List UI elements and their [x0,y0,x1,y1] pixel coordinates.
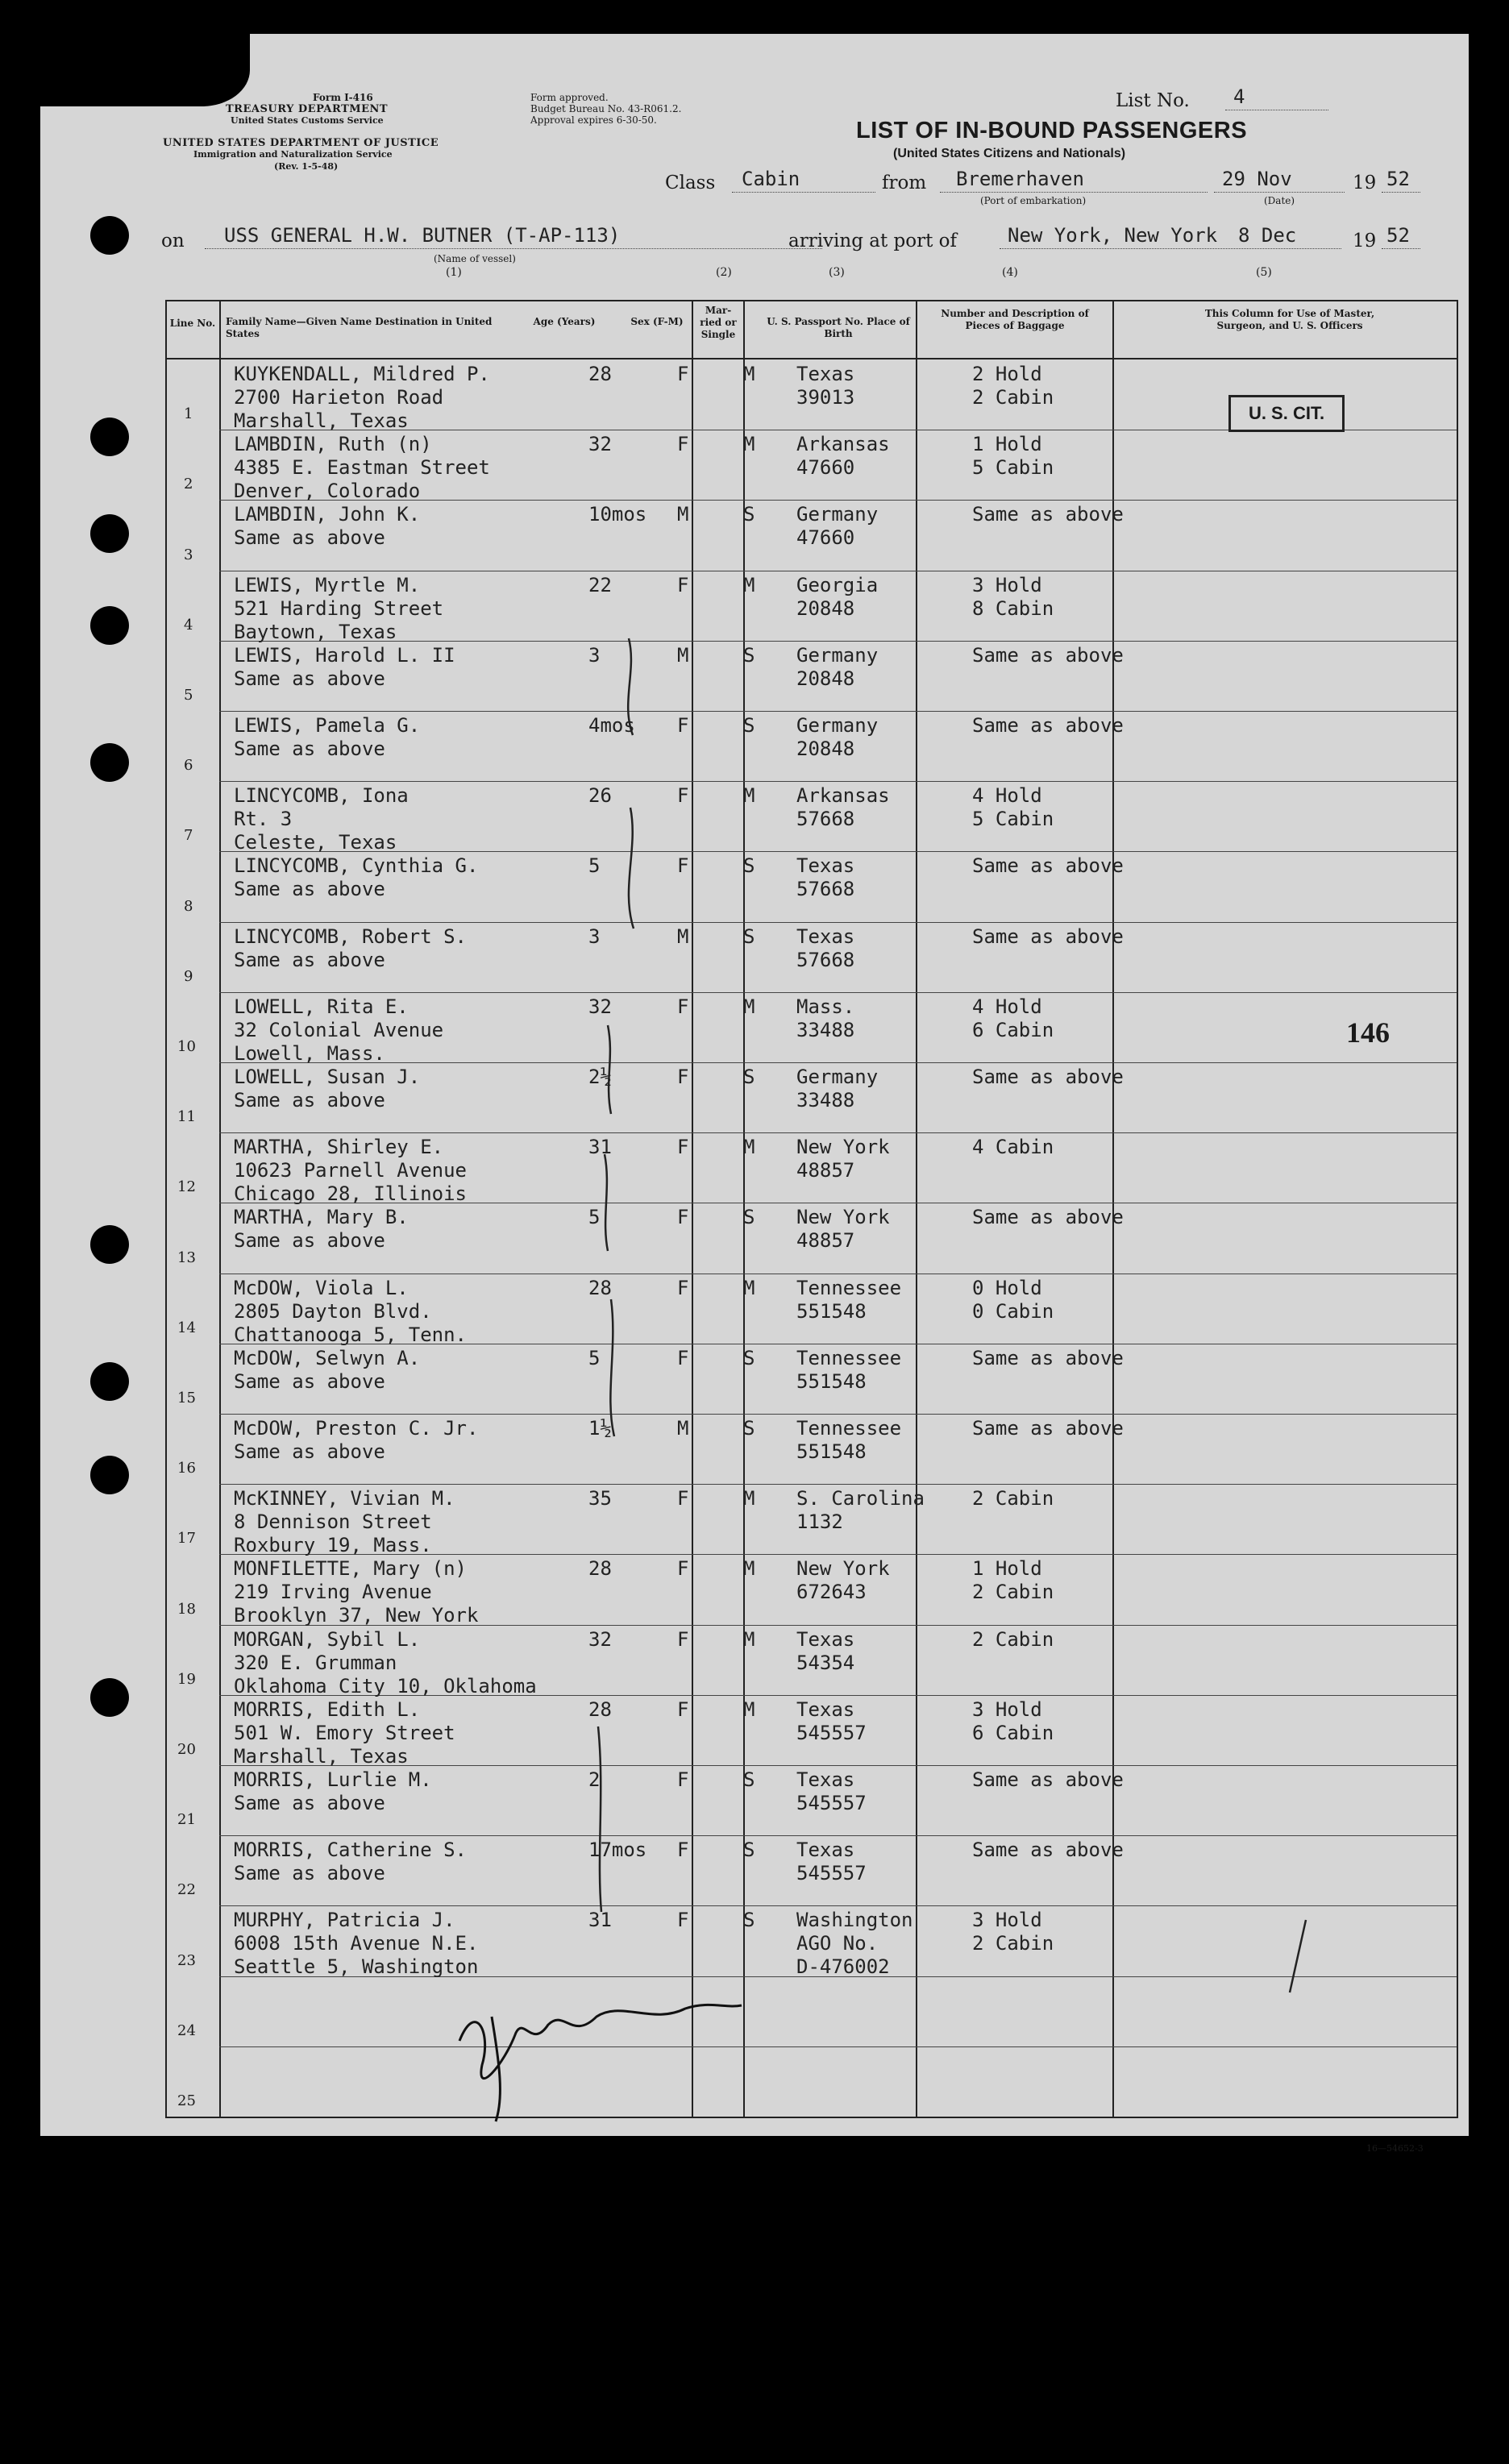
class-label: Class [665,172,716,193]
age-bracket-mark [598,1726,601,1912]
baggage-description: 2 Cabin [972,1487,1054,1510]
passenger-age: 22 [588,573,612,596]
form-number: Form I-416 [313,92,373,103]
baggage-description: Same as above [972,1206,1124,1229]
passenger-age: 28 [588,1697,612,1721]
vessel-caption: (Name of vessel) [434,253,516,264]
line-number: 21 [177,1811,196,1829]
date-caption: (Date) [1264,195,1295,206]
place-of-birth: Tennessee [796,1276,902,1299]
passenger-sex: M [677,643,689,667]
passenger-address: Seattle 5, Washington [234,1955,479,1979]
passenger-address: Same as above [234,1089,385,1112]
passport-number: 33488 [796,1018,855,1041]
header-age: Age (Years) [533,316,596,327]
header-line-no: Line No. [169,318,216,329]
passenger-address: Same as above [234,948,385,971]
passenger-age: 5 [588,1206,601,1229]
place-of-birth: Germany [796,643,879,667]
passenger-name: MONFILETTE, Mary (n) [234,1557,467,1581]
marital-status: S [743,1417,755,1440]
passenger-address: 10623 Parnell Avenue [234,1159,467,1182]
marital-status: S [743,1768,755,1791]
passport-number: 48857 [796,1159,855,1182]
passenger-name: LEWIS, Harold L. II [234,643,455,667]
passenger-age: 5 [588,1346,601,1369]
line-number: 11 [177,1108,196,1126]
list-no-value: 4 [1233,85,1245,108]
passport-number: 545557 [796,1792,867,1814]
line-number: 12 [177,1178,196,1196]
passenger-address: Lowell, Mass. [234,1041,385,1065]
passenger-sex: F [677,1346,689,1369]
place-of-birth: Washington [796,1909,913,1932]
marital-status: S [743,1066,755,1088]
baggage-description: 2 Cabin [972,1627,1054,1651]
baggage-description: Same as above [972,643,1124,667]
passport-number: 57668 [796,808,855,831]
passenger-name: MARTHA, Mary B. [234,1206,409,1229]
passenger-name: LOWELL, Rita E. [234,995,409,1018]
passenger-name: MORGAN, Sybil L. [234,1627,421,1651]
marital-status: M [743,1627,755,1651]
passport-number: AGO No. [796,1932,879,1955]
marital-status: M [743,1276,755,1299]
passenger-address: Marshall, Texas [234,409,409,432]
passenger-sex: F [677,854,689,878]
baggage-description: 3 Hold [972,1909,1042,1932]
passenger-address: 521 Harding Street [234,596,444,620]
place-of-birth: Germany [796,503,879,526]
vessel-name: USS GENERAL H.W. BUTNER (T-AP-113) [224,224,621,247]
line-number: 9 [184,967,193,985]
revision: (Rev. 1-5-48) [274,161,339,172]
marital-status: M [743,1136,755,1159]
passenger-address: Same as above [234,1792,385,1814]
place-of-birth: Texas [796,925,855,948]
baggage-description: 2 Cabin [972,1581,1054,1604]
form-sheet [40,34,1469,2154]
passenger-name: MORRIS, Edith L. [234,1697,421,1721]
passport-number: 551548 [796,1369,867,1393]
arriving-label: arriving at port of [788,231,957,251]
place-of-birth: Germany [796,714,879,737]
passenger-address: 8 Dennison Street [234,1510,432,1534]
arrival-date: 8 Dec [1238,224,1297,247]
marital-status: M [743,573,755,596]
passenger-age: 32 [588,1627,612,1651]
baggage-description: 2 Cabin [972,1932,1054,1955]
baggage-description: 1 Hold [972,433,1042,456]
marital-status: M [743,363,755,385]
baggage-description: 6 Cabin [972,1018,1054,1041]
passenger-sex: F [677,363,689,385]
baggage-description: 2 Hold [972,363,1042,385]
col-num: (2) [716,266,732,279]
line-number: 2 [184,476,193,493]
line-number: 4 [184,616,193,634]
marital-status: S [743,503,755,526]
baggage-description: 0 Hold [972,1276,1042,1299]
header-name: Family Name—Given Name Destination in United States [226,316,493,339]
class-value: Cabin [742,168,800,190]
passport-number: 20848 [796,738,855,760]
customs-service: United States Customs Service [231,115,384,126]
passenger-name: MURPHY, Patricia J. [234,1909,455,1932]
passenger-sex: F [677,433,689,456]
passenger-age: 32 [588,433,612,456]
passenger-address: Same as above [234,1862,385,1885]
passenger-address: Celeste, Texas [234,831,397,854]
passport-number: 551548 [796,1299,867,1323]
passenger-age: 28 [588,1276,612,1299]
passenger-age: 5 [588,854,601,878]
baggage-description: Same as above [972,1346,1124,1369]
place-of-birth: New York [796,1557,890,1581]
passport-number: 48857 [796,1229,855,1253]
passenger-address: Same as above [234,1440,385,1463]
line-number: 16 [177,1460,196,1477]
passenger-name: McKINNEY, Vivian M. [234,1487,455,1510]
header-passport: U. S. Passport No. Place of Birth [767,316,910,339]
approval-line: Form approved. [530,92,609,103]
passenger-age: 2½ [588,1066,612,1088]
age-bracket-mark [610,1299,614,1436]
marital-status: S [743,1346,755,1369]
place-of-birth: New York [796,1136,890,1159]
passenger-address: Same as above [234,1369,385,1393]
passenger-name: LAMBDIN, Ruth (n) [234,433,432,456]
form-title: LIST OF IN-BOUND PASSENGERS [856,118,1248,143]
passenger-age: 28 [588,363,612,385]
passenger-address: 2700 Harieton Road [234,386,444,409]
passport-number: 57668 [796,948,855,971]
passenger-address: 320 E. Grumman [234,1651,397,1674]
passenger-sex: F [677,1557,689,1581]
passenger-name: LAMBDIN, John K. [234,503,421,526]
ins-service: Immigration and Naturalization Service [193,149,393,160]
passenger-sex: F [677,1627,689,1651]
place-of-birth: Texas [796,1697,855,1721]
place-of-birth: Georgia [796,573,879,596]
passport-number: 57668 [796,878,855,901]
marital-status: M [743,1487,755,1510]
passenger-name: McDOW, Preston C. Jr. [234,1417,479,1440]
passenger-age: 31 [588,1909,612,1932]
passenger-sex: F [677,1487,689,1510]
passenger-age: 28 [588,1557,612,1581]
passenger-address: 501 W. Emory Street [234,1721,455,1744]
passenger-address: Same as above [234,878,385,901]
passenger-address: Baytown, Texas [234,620,397,643]
place-of-birth: Tennessee [796,1346,902,1369]
line-number: 17 [177,1530,196,1548]
baggage-description: 3 Hold [972,573,1042,596]
passport-number: 20848 [796,596,855,620]
passenger-sex: M [677,1417,689,1440]
header-married: Mar-ried or Single [700,305,737,340]
year-value: 52 [1386,168,1410,190]
marital-status: M [743,433,755,456]
passenger-name: LINCYCOMB, Robert S. [234,925,467,948]
line-number: 23 [177,1951,196,1969]
signature [459,2005,742,2121]
passenger-sex: M [677,503,689,526]
line-number: 25 [177,2092,196,2109]
passenger-sex: F [677,714,689,737]
list-no-label: List No. [1116,90,1190,111]
baggage-description: 6 Cabin [972,1721,1054,1744]
line-number: 7 [184,827,193,845]
place-of-birth: Texas [796,363,855,385]
passenger-address: 32 Colonial Avenue [234,1018,444,1041]
baggage-description: 2 Cabin [972,386,1054,409]
passenger-age: 26 [588,784,612,808]
marital-status: S [743,714,755,737]
from-value: Bremerhaven [956,168,1084,190]
passenger-address: Same as above [234,738,385,760]
passenger-address: Same as above [234,667,385,690]
age-bracket-mark [629,808,634,929]
passport-number: 545557 [796,1721,867,1744]
passenger-age: 4mos [588,714,635,737]
marital-status: S [743,643,755,667]
passenger-name: LEWIS, Myrtle M. [234,573,421,596]
place-of-birth: Texas [796,854,855,878]
passenger-address: Oklahoma City 10, Oklahoma [234,1674,537,1697]
passenger-name: MORRIS, Catherine S. [234,1839,467,1862]
year-prefix: 19 [1353,172,1377,193]
passenger-age: 17mos [588,1839,647,1862]
passport-number: 1132 [796,1510,843,1534]
passenger-name: LINCYCOMB, Cynthia G. [234,854,479,878]
justice-dept: UNITED STATES DEPARTMENT OF JUSTICE [163,137,439,149]
place-of-birth: Arkansas [796,433,890,456]
passenger-sex: F [677,573,689,596]
baggage-description: 4 Hold [972,784,1042,808]
baggage-description: 3 Hold [972,1697,1042,1721]
passenger-address: Brooklyn 37, New York [234,1604,479,1627]
line-number: 22 [177,1881,196,1899]
passenger-sex: F [677,1066,689,1088]
baggage-description: 4 Cabin [972,1136,1054,1159]
passport-number: 33488 [796,1089,855,1112]
baggage-description: Same as above [972,503,1124,526]
age-bracket-mark [628,638,633,735]
passenger-age: 3 [588,925,601,948]
marital-status: M [743,995,755,1018]
marital-status: S [743,925,755,948]
passenger-sex: F [677,784,689,808]
baggage-description: Same as above [972,714,1124,737]
passenger-address: 2805 Dayton Blvd. [234,1299,432,1323]
line-number: 18 [177,1600,196,1618]
place-of-birth: Tennessee [796,1417,902,1440]
baggage-description: Same as above [972,1768,1124,1791]
marital-status: M [743,784,755,808]
baggage-description: 0 Cabin [972,1299,1054,1323]
passport-number: D-476002 [796,1955,890,1979]
passport-number: 47660 [796,526,855,550]
passenger-sex: F [677,1839,689,1862]
baggage-description: Same as above [972,1066,1124,1088]
passport-number: 551548 [796,1440,867,1463]
age-bracket-mark [605,1154,608,1251]
arrival-port: New York, New York [1008,224,1218,247]
margin-number: 146 [1346,1016,1390,1049]
line-number: 10 [177,1038,196,1055]
line-number: 20 [177,1741,196,1758]
col-num: (1) [446,266,462,279]
passport-number: 672643 [796,1581,867,1604]
place-of-birth: Germany [796,1066,879,1088]
passenger-address: 4385 E. Eastman Street [234,456,490,480]
passenger-name: LEWIS, Pamela G. [234,714,421,737]
passenger-sex: F [677,995,689,1018]
passenger-address: 219 Irving Avenue [234,1581,432,1604]
port-caption: (Port of embarkation) [980,195,1087,206]
place-of-birth: Texas [796,1768,855,1791]
line-number: 15 [177,1390,196,1407]
passenger-age: 3 [588,643,601,667]
date-value: 29 Nov [1222,168,1292,190]
approval-line: Approval expires 6-30-50. [530,114,657,126]
line-number: 3 [184,546,193,563]
marital-status: M [743,1557,755,1581]
passenger-sex: F [677,1276,689,1299]
passport-number: 47660 [796,456,855,480]
approval-line: Budget Bureau No. 43-R061.2. [530,103,682,114]
passenger-sex: F [677,1909,689,1932]
passenger-sex: M [677,925,689,948]
baggage-description: 5 Cabin [972,808,1054,831]
col-num: (5) [1256,266,1272,279]
line-number: 19 [177,1670,196,1688]
year-prefix: 19 [1353,231,1377,251]
line-number: 24 [177,2021,196,2039]
officer-check-mark [1290,1920,1306,1992]
place-of-birth: Texas [796,1627,855,1651]
header-officers: This Column for Use of Master, Surgeon, and U. S. Officers [1204,308,1375,331]
passenger-sex: F [677,1206,689,1229]
passenger-age: 31 [588,1136,612,1159]
passenger-sex: F [677,1136,689,1159]
passenger-name: KUYKENDALL, Mildred P. [234,363,490,385]
arrival-year: 52 [1386,224,1410,247]
handwritten-marks [40,34,1469,2136]
marital-status: S [743,1909,755,1932]
marital-status: S [743,854,755,878]
baggage-description: Same as above [972,1417,1124,1440]
passenger-age: 35 [588,1487,612,1510]
baggage-description: 8 Cabin [972,596,1054,620]
baggage-description: 4 Hold [972,995,1042,1018]
passenger-address: Same as above [234,1229,385,1253]
passenger-name: MORRIS, Lurlie M. [234,1768,432,1791]
passenger-age: 32 [588,995,612,1018]
passenger-name: McDOW, Selwyn A. [234,1346,421,1369]
col-num: (3) [829,266,845,279]
passenger-name: LINCYCOMB, Iona [234,784,409,808]
baggage-description: Same as above [972,854,1124,878]
passenger-address: Denver, Colorado [234,480,421,503]
passport-number: 39013 [796,386,855,409]
passenger-age: 10mos [588,503,647,526]
passport-number: 545557 [796,1862,867,1885]
passenger-age: 2 [588,1768,601,1791]
passenger-name: LOWELL, Susan J. [234,1066,421,1088]
line-number: 1 [184,405,193,423]
passenger-address: Rt. 3 [234,808,293,831]
on-label: on [161,231,185,251]
header-baggage: Number and Description of Pieces of Baggage [941,308,1089,331]
marital-status: S [743,1839,755,1862]
passenger-sex: F [677,1697,689,1721]
baggage-description: 5 Cabin [972,456,1054,480]
marital-status: M [743,1697,755,1721]
line-number: 6 [184,757,193,775]
passenger-name: MARTHA, Shirley E. [234,1136,444,1159]
passport-number: 20848 [796,667,855,690]
place-of-birth: S. Carolina [796,1487,925,1510]
us-citizen-stamp: U. S. CIT. [1228,395,1345,432]
form-subtitle: (United States Citizens and Nationals) [893,147,1126,160]
baggage-description: 1 Hold [972,1557,1042,1581]
baggage-description: Same as above [972,1839,1124,1862]
line-number: 5 [184,687,193,704]
treasury-dept: TREASURY DEPARTMENT [226,103,389,115]
from-label: from [882,172,927,193]
passenger-address: Marshall, Texas [234,1744,409,1768]
header-sex: Sex (F-M) [630,316,684,327]
col-num: (4) [1002,266,1018,279]
place-of-birth: New York [796,1206,890,1229]
baggage-description: Same as above [972,925,1124,948]
age-bracket-mark [608,1025,611,1114]
line-number: 8 [184,897,193,915]
footer-code: 16—54652-3 [1366,2143,1424,2154]
passenger-sex: F [677,1768,689,1791]
passenger-address: Chicago 28, Illinois [234,1182,467,1206]
place-of-birth: Mass. [796,995,855,1018]
passport-number: 54354 [796,1651,855,1674]
marital-status: S [743,1206,755,1229]
place-of-birth: Arkansas [796,784,890,808]
line-number: 14 [177,1319,196,1336]
passenger-age: 1½ [588,1417,612,1440]
passenger-address: Same as above [234,526,385,550]
line-number: 13 [177,1249,196,1266]
passenger-address: 6008 15th Avenue N.E. [234,1932,479,1955]
passenger-address: Roxbury 19, Mass. [234,1534,432,1557]
passenger-address: Chattanooga 5, Tenn. [234,1323,467,1346]
passenger-name: McDOW, Viola L. [234,1276,409,1299]
place-of-birth: Texas [796,1839,855,1862]
